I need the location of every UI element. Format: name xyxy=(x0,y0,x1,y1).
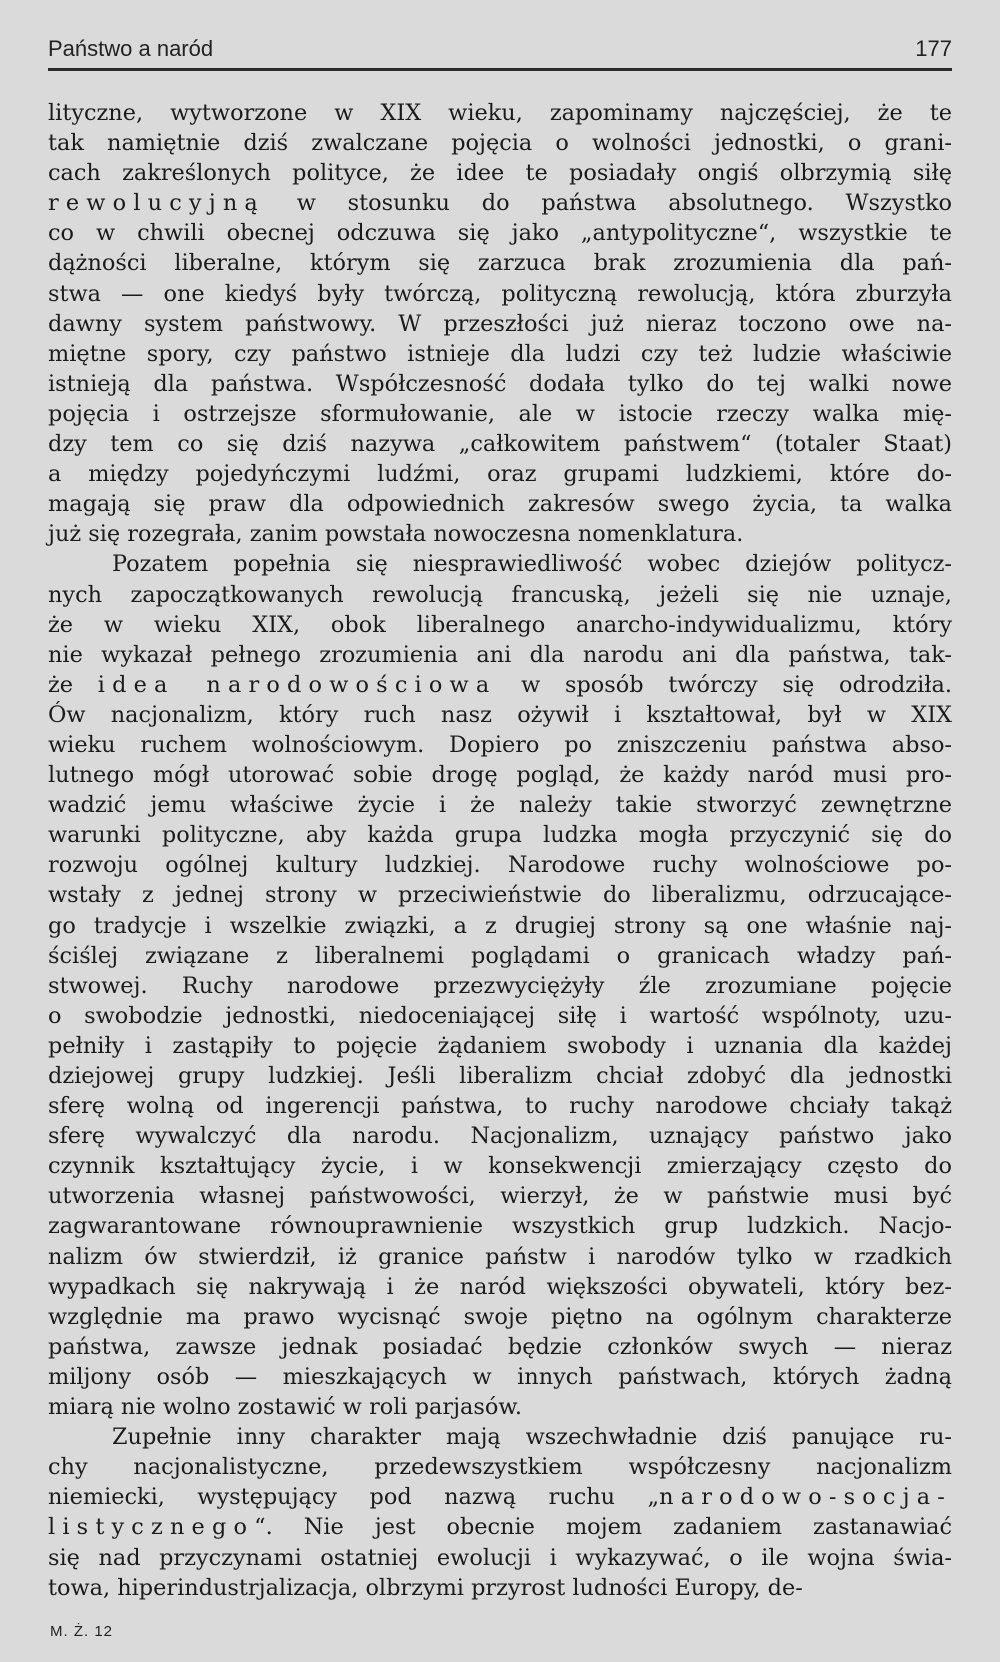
text-line: czynnik kształtujący życie, i w konsekwencji zmierzający często do xyxy=(48,1153,952,1180)
text-line: pojęcia i ostrzejsze sformułowanie, ale w istocie rzeczy walka mię- xyxy=(48,400,952,427)
running-head xyxy=(48,36,952,68)
text-line: towa, hiperindustrjalizacja, olbrzymi przyrost ludności Europy, de- xyxy=(48,1574,803,1601)
text-line: co w chwili obecnej odczuwa się jako „antypolityczne“, wszystkie te xyxy=(48,220,952,247)
text-line: ściślej związane z liberalnemi poglądami o granicach władzy pań- xyxy=(48,942,952,969)
text-line: wieku ruchem wolnościowym. Dopiero po zniszczeniu państwa abso- xyxy=(48,731,952,758)
text-line: rewolucyjną w stosunku do państwa absolutnego. Wszystko xyxy=(48,190,952,217)
text-line: że w wieku XIX, obok liberalnego anarcho-indywidualizmu, który xyxy=(48,611,952,638)
paragraph xyxy=(48,549,952,1422)
text-line: państwa, zawsze jednak posiadać będzie członków swych — nieraz xyxy=(48,1333,952,1360)
text-line: miljony osób — mieszkających w innych państwach, których żadną xyxy=(48,1363,952,1390)
text-line: stwowej. Ruchy narodowe przezwyciężyły źle zrozumiane pojęcie xyxy=(48,972,952,999)
page-number: 177 xyxy=(915,36,952,61)
text-line: pełniły i zastąpiły to pojęcie żądaniem swobody i uznania dla każdej xyxy=(48,1032,952,1059)
text-line: listycznego“. Nie jest obecnie mojem zadaniem zastanawiać xyxy=(48,1514,952,1541)
text-line: dążności liberalne, którym się zarzuca brak zrozumienia dla pań- xyxy=(48,250,952,277)
text-line: nie wykazał pełnego zrozumienia ani dla narodu ani dla państwa, tak- xyxy=(48,641,952,668)
text-line: że idea narodowościowa w sposób twórczy się odrodziła. xyxy=(48,671,952,698)
header-rule xyxy=(48,68,952,71)
paragraph xyxy=(48,1422,952,1603)
text-line: sferę wywalczyć dla narodu. Nacjonalizm, uznający państwo jako xyxy=(48,1123,952,1150)
text-line: cach zakreślonych polityce, że idee te posiadały ongiś olbrzymią siłę xyxy=(48,160,952,187)
text-line: utworzenia własnej państwowości, wierzył, że w państwie musi być xyxy=(48,1183,952,1210)
text-line: lutnego mógł utorować sobie drogę pogląd, że każdy naród musi pro- xyxy=(48,762,952,789)
text-line: a między pojedyńczymi ludźmi, oraz grupami ludzkiemi, które do- xyxy=(48,461,952,488)
text-line: wstały z jednej strony w przeciwieństwie do liberalizmu, odrzucające- xyxy=(48,882,952,909)
text-line: dzy tem co się dziś nazywa „całkowitem państwem“ (totaler Staat) xyxy=(48,431,952,458)
text-line: niemiecki, występujący pod nazwą ruchu „narodowo-socja- xyxy=(48,1484,952,1511)
text-line: istnieją dla państwa. Współczesność dodała tylko do tej walki nowe xyxy=(48,370,952,397)
text-line: stwa — one kiedyś były twórczą, polityczną rewolucją, która zburzyła xyxy=(48,280,952,307)
body-text xyxy=(48,98,952,1603)
text-line: sferę wolną od ingerencji państwa, to ruchy narodowe chciały takąż xyxy=(48,1093,952,1120)
text-line: się nad przyczynami ostatniej ewolucji i wykazywać, o ile wojna świa- xyxy=(48,1544,952,1571)
text-line: wadzić jemu właściwe życie i że należy takie stworzyć zewnętrzne xyxy=(48,792,952,819)
text-line: go tradycje i wszelkie związki, a z drugiej strony są one właśnie naj- xyxy=(48,912,952,939)
text-line: miarą nie wolno zostawić w roli parjasów. xyxy=(48,1394,522,1421)
text-line: zagwarantowane równouprawnienie wszystkich grup ludzkich. Nacjo- xyxy=(48,1213,952,1240)
text-line: nych zapoczątkowanych rewolucją francuską, jeżeli się nie uznaje, xyxy=(48,581,952,608)
text-line: względnie ma prawo wycisnąć swoje piętno na ogólnym charakterze xyxy=(48,1303,952,1330)
text-line: warunki polityczne, aby każda grupa ludzka mogła przyczynić się do xyxy=(48,822,952,849)
text-line: nalizm ów stwierdził, iż granice państw i narodów tylko w rzadkich xyxy=(48,1243,952,1270)
text-line: rozwoju ogólnej kultury ludzkiej. Narodowe ruchy wolnościowe po- xyxy=(48,852,952,879)
running-head-title: Państwo a naród xyxy=(48,36,214,61)
text-line: już się rozegrała, zanim powstała nowoczesna nomenklatura. xyxy=(48,521,744,548)
text-line: dziejowej grupy ludzkiej. Jeśli liberalizm chciał zdobyć dla jednostki xyxy=(48,1063,952,1089)
text-line: Pozatem popełnia się niesprawiedliwość wobec dziejów politycz- xyxy=(112,551,952,578)
text-line: o swobodzie jednostki, niedoceniającej siłę i wartość wspólnoty, uzu- xyxy=(48,1002,952,1029)
text-line: wypadkach się nakrywają i że naród większości obywateli, który bez- xyxy=(48,1273,952,1300)
text-line: magają się praw dla odpowiednich zakresów swego życia, ta walka xyxy=(48,491,952,518)
text-line: tak namiętnie dziś zwalczane pojęcia o wolności jednostki, o grani- xyxy=(48,130,952,157)
text-line: miętne spory, czy państwo istnieje dla ludzi czy też ludzie właściwie xyxy=(48,340,952,367)
signature-mark: M. Ż. 12 xyxy=(50,1623,114,1640)
paragraph xyxy=(48,98,952,549)
text-line: Zupełnie inny charakter mają wszechwładnie dziś panujące ru- xyxy=(112,1424,952,1451)
text-line: lityczne, wytworzone w XIX wieku, zapominamy najczęściej, że te xyxy=(48,100,952,126)
text-line: Ów nacjonalizm, który ruch nasz ożywił i kształtował, był w XIX xyxy=(48,701,952,728)
text-line: dawny system państwowy. W przeszłości już nieraz toczono owe na- xyxy=(48,310,952,337)
text-line: chy nacjonalistyczne, przedewszystkiem współczesny nacjonalizm xyxy=(48,1454,952,1481)
